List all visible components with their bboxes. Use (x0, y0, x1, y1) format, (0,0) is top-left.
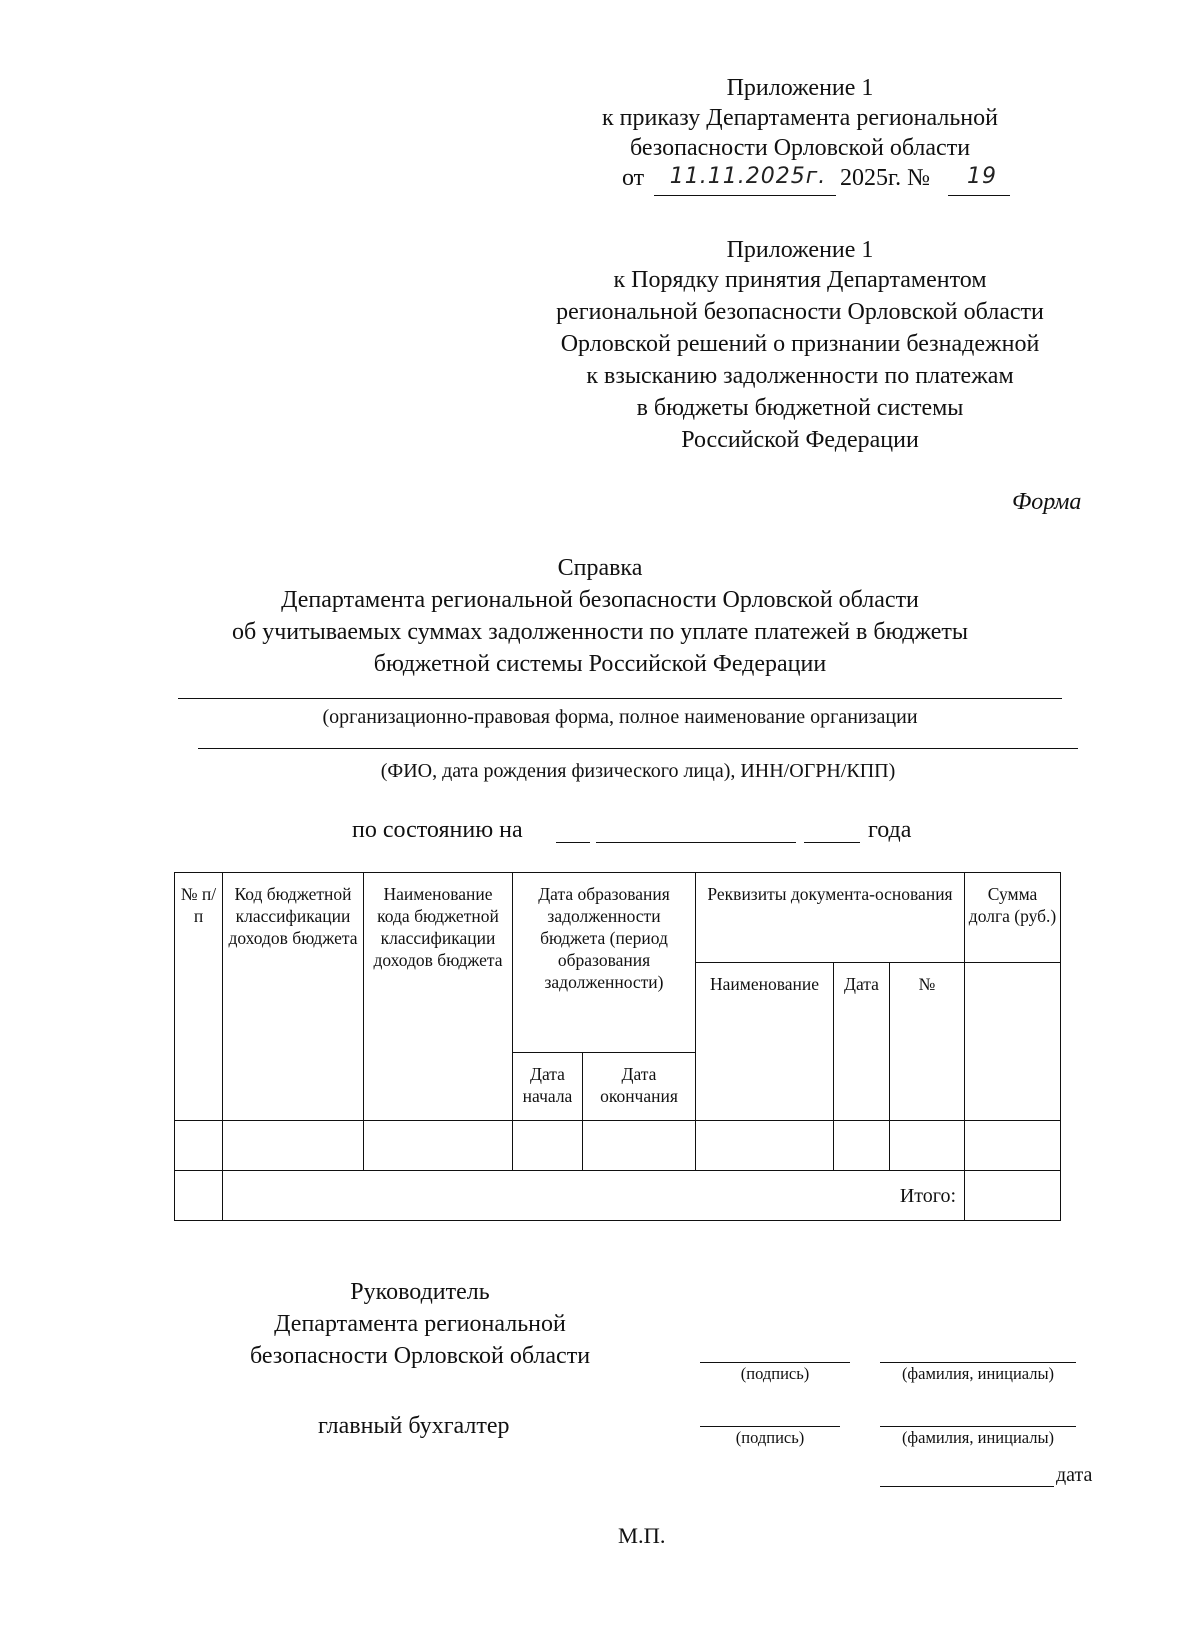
name-caption: (фамилия, инициалы) (901, 1428, 1055, 1447)
appendix-title-1: Приложение 1 (726, 75, 874, 101)
organization-field-line[interactable] (178, 698, 1062, 699)
header-doc-date: Дата (834, 963, 890, 1121)
head-signature-line[interactable] (700, 1362, 850, 1363)
year-and-number-label: 2025г. № (840, 165, 931, 191)
debt-table (174, 872, 1061, 1221)
header-num: № п/п (175, 873, 223, 1121)
cell-code[interactable] (223, 1121, 364, 1171)
header-doc-name: Наименование (696, 963, 834, 1121)
appendix-title-2: Приложение 1 (726, 237, 874, 263)
header-debt-date: Дата образования задолженности бюджета (период образования задолженности) (513, 873, 696, 1053)
procedure-line: в бюджеты бюджетной системы (636, 395, 964, 421)
form-label: Форма (1012, 489, 1082, 515)
cell-doc-number[interactable] (890, 1121, 965, 1171)
doc-title: Справка (557, 555, 643, 581)
appendix-line: к приказу Департамента региональной (602, 105, 998, 131)
procedure-line: к Порядку принятия Департаментом (613, 267, 987, 293)
state-month-line[interactable] (596, 842, 796, 843)
stamp-place: М.П. (618, 1523, 666, 1548)
header-date-end: Дата окончания (583, 1053, 696, 1121)
accountant-name-line[interactable] (880, 1426, 1076, 1427)
date-underline (654, 195, 836, 196)
head-title: Руководитель (350, 1279, 490, 1305)
doc-subtitle: Департамента региональной безопасности Орловской области (281, 587, 919, 613)
person-field-line[interactable] (198, 748, 1078, 749)
signature-caption: (подпись) (740, 1364, 810, 1383)
procedure-line: Российской Федерации (681, 427, 919, 453)
header-sum-blank (965, 963, 1061, 1121)
accountant-signature-line[interactable] (700, 1426, 840, 1427)
signature-caption: (подпись) (735, 1428, 805, 1447)
header-code: Код бюджетной классификации доходов бюджета (223, 873, 364, 1121)
doc-subtitle: бюджетной системы Российской Федерации (373, 651, 827, 677)
cell-code-name[interactable] (364, 1121, 513, 1171)
cell-doc-name[interactable] (696, 1121, 834, 1171)
total-row (175, 1171, 1061, 1221)
header-doc-details: Реквизиты документа-основания (696, 873, 965, 963)
doc-subtitle: об учитываемых суммах задолженности по уплате платежей в бюджеты (231, 619, 969, 645)
header-doc-number: № (890, 963, 965, 1121)
procedure-line: Орловской решений о признании безнадежной (560, 331, 1040, 357)
header-sum: Сумма долга (руб.) (965, 873, 1061, 963)
appendix-line: безопасности Орловской области (629, 135, 971, 161)
date-prefix: от (622, 165, 645, 191)
cell-num[interactable] (175, 1121, 223, 1171)
date-line[interactable] (880, 1486, 1054, 1487)
cell-sum[interactable] (965, 1121, 1061, 1171)
chief-accountant-label: главный бухгалтер (318, 1413, 510, 1439)
number-underline (948, 195, 1010, 196)
state-day-line[interactable] (556, 842, 590, 843)
organization-caption: (организационно-правовая форма, полное наименование организации (322, 706, 918, 728)
handwritten-date: 11.11.2025г. (669, 164, 827, 189)
header-code-name: Наименование кода бюджетной классификации доходов бюджета (364, 873, 513, 1121)
cell-date-end[interactable] (583, 1121, 696, 1171)
cell-date-start[interactable] (513, 1121, 583, 1171)
state-suffix: года (868, 817, 912, 843)
procedure-line: региональной безопасности Орловской области (556, 299, 1044, 325)
head-title: безопасности Орловской области (249, 1343, 591, 1369)
date-label: дата (1056, 1464, 1093, 1486)
person-caption: (ФИО, дата рождения физического лица), ИНН/ОГРН/КПП) (380, 760, 896, 782)
handwritten-number: 19 (967, 164, 997, 189)
total-sum-cell[interactable] (965, 1171, 1061, 1221)
head-name-line[interactable] (880, 1362, 1076, 1363)
header-date-start: Дата начала (513, 1053, 583, 1121)
name-caption: (фамилия, инициалы) (901, 1364, 1055, 1383)
state-year-line[interactable] (804, 842, 860, 843)
cell-doc-date[interactable] (834, 1121, 890, 1171)
head-title: Департамента региональной (274, 1311, 566, 1337)
total-num-cell (175, 1171, 223, 1221)
procedure-line: к взысканию задолженности по платежам (586, 363, 1014, 389)
state-prefix: по состоянию на (352, 817, 523, 843)
table-row (175, 1121, 1061, 1171)
total-label: Итого: (223, 1171, 965, 1221)
